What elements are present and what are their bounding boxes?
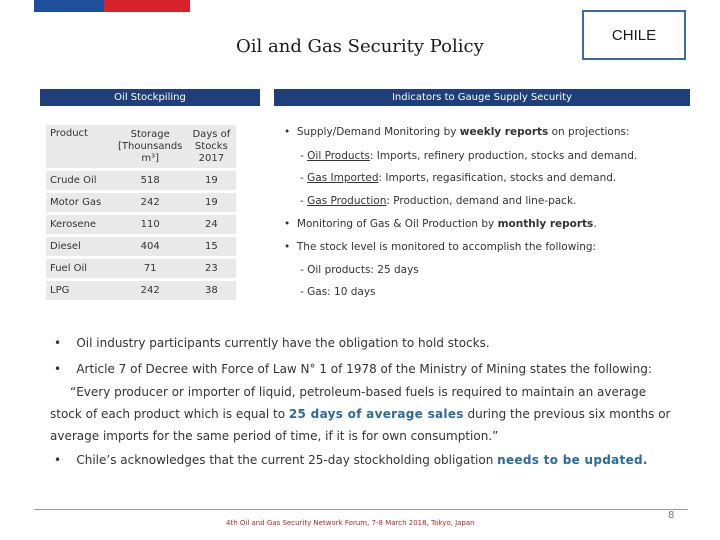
- text: .: [593, 218, 597, 230]
- storage-cell: 404: [114, 237, 186, 256]
- bullet-icon: •: [284, 126, 291, 138]
- text: Oil industry participants currently have the obligation to hold stocks.: [76, 336, 490, 350]
- table-row: [46, 281, 236, 300]
- oil-stockpiling-heading: Oil Stockpiling: [40, 89, 260, 106]
- bullet-icon: •: [284, 218, 291, 230]
- bullet-icon: •: [54, 336, 62, 350]
- quote-line-3: average imports for the same period of time, if it is for own consumption.”: [50, 429, 499, 443]
- footer-divider: [34, 509, 688, 510]
- flag-red-stripe: [104, 0, 190, 12]
- sub-oil-days: - Oil products: 25 days: [300, 264, 419, 276]
- text: Monitoring of Gas & Oil Production by: [296, 218, 498, 230]
- table-row: [46, 259, 236, 278]
- storage-cell: 71: [114, 259, 186, 278]
- quote-line-1: “Every producer or importer of liquid, petroleum-based fuels is required to maintain an average: [70, 385, 647, 399]
- days-cell: 23: [186, 259, 236, 278]
- footer-text: 4th Oil and Gas Security Network Forum, 7-8 March 2018, Tokyo, Japan: [226, 519, 475, 527]
- days-cell: 38: [186, 281, 236, 300]
- bullet-icon: •: [54, 453, 62, 467]
- quote-line-2: [50, 407, 670, 421]
- text: : Imports, regasification, stocks and demand.: [378, 172, 617, 184]
- bullet-weekly: [284, 126, 630, 138]
- storage-cell: 242: [114, 193, 186, 212]
- text: stock of each product which is equal to: [50, 407, 289, 421]
- dash: -: [300, 150, 308, 162]
- country-box: CHILE: [582, 10, 686, 60]
- sub-oil-products: [300, 150, 637, 162]
- sub-gas-imported: [300, 172, 616, 184]
- table-row: [46, 237, 236, 256]
- gas-imported-label: Gas Imported: [307, 172, 379, 184]
- text: Chile’s acknowledges that the current 25-day stockholding obligation: [76, 453, 498, 467]
- highlight-needs-update: needs to be updated.: [497, 453, 648, 467]
- text: on projections:: [548, 126, 630, 138]
- oil-products-label: Oil Products: [307, 150, 370, 162]
- days-cell: 19: [186, 171, 236, 190]
- table-row: [46, 171, 236, 190]
- col-days: Days of Stocks 2017: [186, 125, 236, 168]
- days-cell: 15: [186, 237, 236, 256]
- bullet-icon: •: [284, 241, 291, 253]
- bullet-stock-level: [284, 241, 596, 253]
- page-number: 8: [668, 510, 675, 521]
- page-title: Oil and Gas Security Policy: [236, 36, 484, 57]
- text: : Production, demand and line-pack.: [386, 195, 577, 207]
- dash: -: [300, 195, 308, 207]
- product-cell: Crude Oil: [46, 171, 114, 190]
- text: Article 7 of Decree with Force of Law N° 1 of 1978 of the Ministry of Mining states the following:: [76, 362, 652, 376]
- stock-table: [46, 122, 236, 303]
- indicators-heading: Indicators to Gauge Supply Security: [274, 89, 690, 106]
- sub-gas-days: - Gas: 10 days: [300, 286, 376, 298]
- product-cell: Motor Gas: [46, 193, 114, 212]
- product-cell: LPG: [46, 281, 114, 300]
- gas-production-label: Gas Production: [307, 195, 387, 207]
- dash: -: [300, 172, 308, 184]
- days-cell: 24: [186, 215, 236, 234]
- days-cell: 19: [186, 193, 236, 212]
- bullet-icon: •: [54, 362, 62, 376]
- text: during the previous six months or: [463, 407, 671, 421]
- highlight-25-days: 25 days of average sales: [288, 407, 464, 421]
- product-cell: Fuel Oil: [46, 259, 114, 278]
- text: The stock level is monitored to accomplish the following:: [296, 241, 597, 253]
- storage-cell: 518: [114, 171, 186, 190]
- monthly-reports-bold: monthly reports: [497, 218, 594, 230]
- weekly-reports-bold: weekly reports: [459, 126, 549, 138]
- table-row: [46, 193, 236, 212]
- text: Supply/Demand Monitoring by: [296, 126, 460, 138]
- table-header-row: [46, 125, 236, 168]
- col-storage: Storage [Thounsands m³]: [114, 125, 186, 168]
- table-row: [46, 215, 236, 234]
- product-cell: Kerosene: [46, 215, 114, 234]
- storage-cell: 242: [114, 281, 186, 300]
- bullet-monthly: [284, 218, 597, 230]
- flag-blue-stripe: [34, 0, 104, 12]
- text: : Imports, refinery production, stocks and demand.: [369, 150, 638, 162]
- product-cell: Diesel: [46, 237, 114, 256]
- col-product: Product: [46, 125, 114, 168]
- sub-gas-production: [300, 195, 576, 207]
- bullet-obligation: [54, 336, 490, 350]
- storage-cell: 110: [114, 215, 186, 234]
- bullet-article: [54, 362, 652, 376]
- bullet-update: [54, 453, 648, 467]
